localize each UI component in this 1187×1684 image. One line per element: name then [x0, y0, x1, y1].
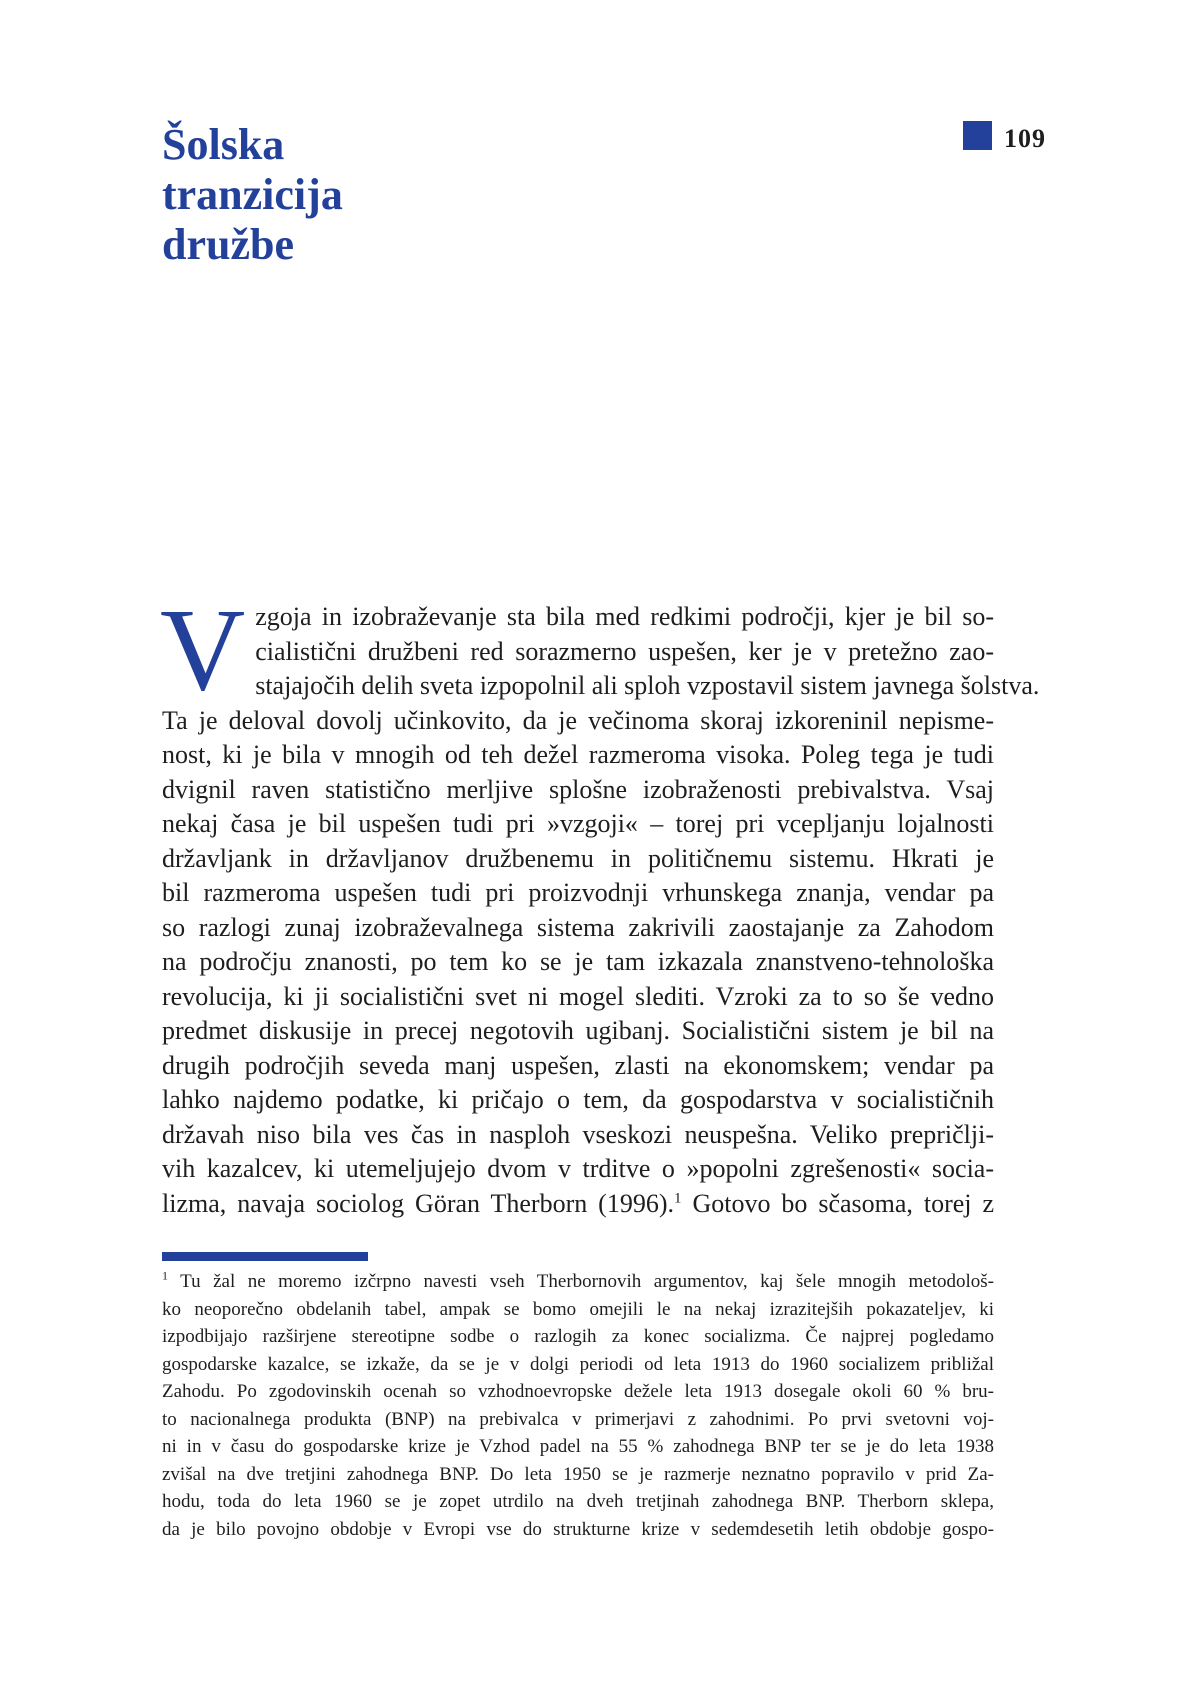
drop-cap: V	[160, 584, 246, 715]
text-line: cialistični družbeni red sorazmerno uspešen, ker je v pretežno zao-	[255, 636, 994, 666]
footnote-line	[162, 1268, 994, 1296]
text-line: predmet diskusije in precej negotovih ugibanj. Socialistični sistem je bil na	[162, 1016, 994, 1045]
text-line: so razlogi zunaj izobraževalnega sistema zakrivili zaostajanje za Zahodom	[162, 912, 994, 942]
chapter-title-line: Šolska	[162, 120, 285, 169]
text-line: dvignil raven statistično merljive splošne izobraženosti prebivalstva. Vsaj	[162, 774, 994, 804]
chapter-title	[162, 120, 343, 270]
footnote-line: izpodbijajo razširjene stereotipne sodbe o razlogih za konec socializma. Če najprej pogledamo	[162, 1326, 994, 1347]
chapter-title-line: družbe	[162, 220, 294, 269]
text-segment: Gotovo bo sčasoma, torej z	[681, 1188, 995, 1218]
footnote-line: Zahodu. Po zgodovinskih ocenah so vzhodnoevropske dežele leta 1913 dosegale okoli 60 % bru-	[162, 1381, 994, 1402]
text-line: državljank in državljanov družbenemu in političnemu sistemu. Hkrati je	[162, 843, 994, 873]
footnote-text: Tu žal ne moremo izčrpno navesti vseh Therbornovih argumentov, kaj šele mnogih metodološ-	[168, 1271, 994, 1292]
text-line: stajajočih delih sveta izpopolnil ali sploh vzpostavil sistem javnega šolstva.	[255, 671, 1040, 700]
text-line: Ta je deloval dovolj učinkovito, da je večinoma skoraj izkoreninil nepisme-	[162, 705, 994, 735]
footnote-reference[interactable]: 1	[674, 1189, 682, 1206]
footnote-line: gospodarske kazalce, se izkaže, da se je v dolgi periodi od leta 1913 do 1960 socializem približal	[162, 1353, 994, 1375]
footnote-divider	[162, 1252, 368, 1261]
text-line: nekaj časa je bil uspešen tudi pri »vzgoji« – torej pri vcepljanju lojalnosti	[162, 809, 994, 838]
footnote-line: ni in v času do gospodarske krize je Vzhod padel na 55 % zahodnega BNP ter se je do leta 1938	[162, 1436, 994, 1457]
text-segment: lizma, navaja sociolog Göran Therborn (1996).	[162, 1188, 674, 1218]
text-line: revolucija, ki ji socialistični svet ni mogel slediti. Vzroki za to so še vedno	[162, 981, 994, 1011]
text-line: drugih področjih seveda manj uspešen, zlasti na ekonomskem; vendar pa	[162, 1050, 994, 1080]
body-paragraph	[160, 584, 1040, 1221]
footnote-line: ko neoporečno obdelanih tabel, ampak se bomo omejili le na nekaj izrazitejših pokazateljev, ki	[162, 1298, 994, 1320]
footnote-line: zvišal na dve tretjini zahodnega BNP. Do leta 1950 se je razmerje neznatno popravilo v prid Za-	[162, 1463, 994, 1485]
text-line: bil razmeroma uspešen tudi pri proizvodnji vrhunskega znanja, vendar pa	[162, 878, 994, 907]
text-line: lahko najdemo podatke, ki pričajo o tem, da gospodarstva v socialističnih	[162, 1085, 994, 1114]
page-marker-square	[963, 121, 992, 150]
text-line: na področju znanosti, po tem ko se je tam izkazala znanstveno-tehnološka	[162, 947, 994, 976]
footnote-line: to nacionalnega produkta (BNP) na prebivalca v primerjavi z zahodnimi. Po prvi svetovni voj-	[162, 1408, 994, 1430]
text-line-last	[162, 1187, 994, 1222]
page-number: 109	[1004, 124, 1046, 153]
footnote-marker: 1	[162, 1268, 168, 1283]
text-line: vih kazalcev, ki utemeljujejo dvom v trditve o »popolni zgrešenosti« socia-	[162, 1154, 994, 1183]
text-line: državah niso bila ves čas in nasploh vseskozi neuspešna. Veliko prepričlji-	[162, 1119, 994, 1149]
footnote-line: da je bilo povojno obdobje v Evropi vse do strukturne krize v sedemdesetih letih obdobje gospo-	[162, 1518, 994, 1540]
footnote-line: hodu, toda do leta 1960 se je zopet utrdilo na dveh tretjinah zahodnega BNP. Therborn sklepa,	[162, 1491, 994, 1512]
footnote	[162, 1268, 994, 1543]
text-line: nost, ki je bila v mnogih od teh dežel razmeroma visoka. Poleg tega je tudi	[162, 740, 994, 769]
chapter-title-line: tranzicija	[162, 170, 343, 219]
text-line: zgoja in izobraževanje sta bila med redkimi področji, kjer je bil so-	[255, 602, 994, 631]
